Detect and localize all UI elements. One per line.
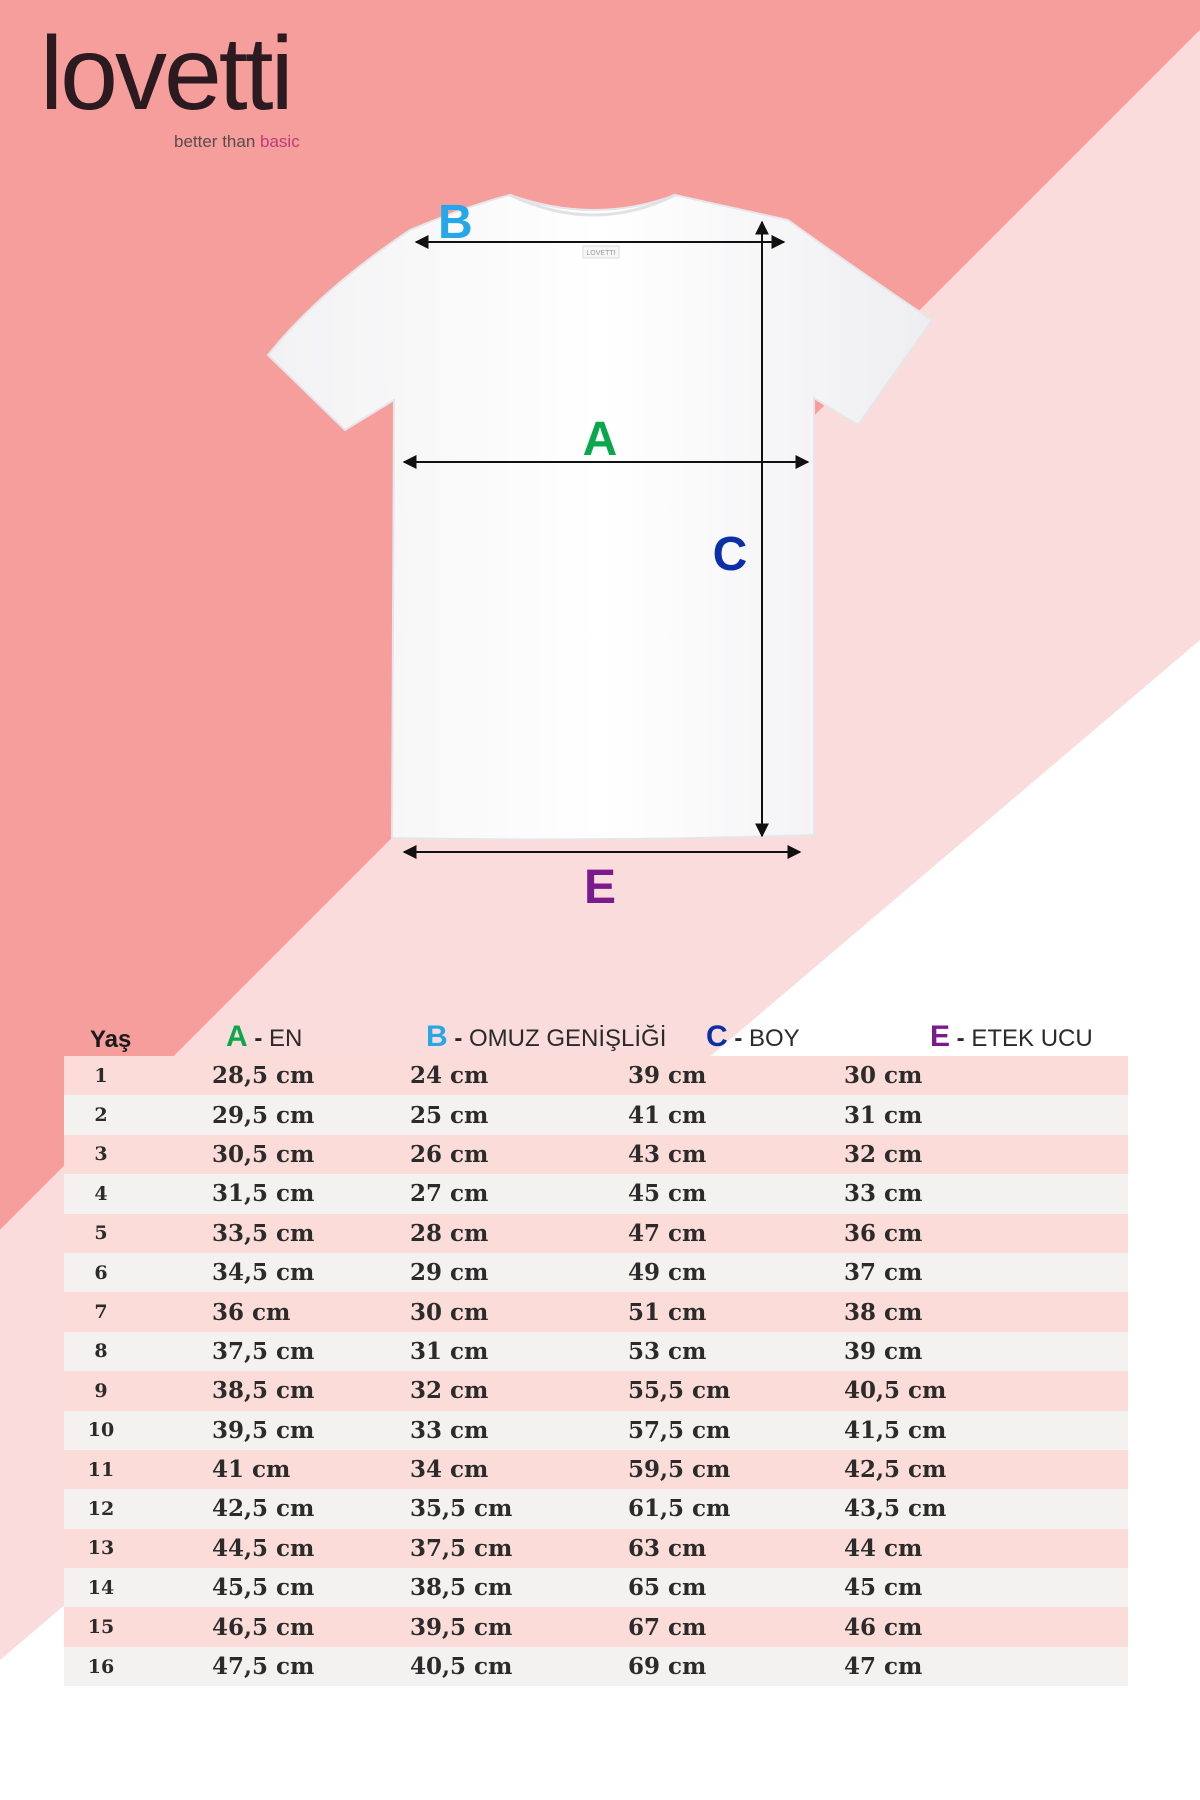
cell-boy: 67 cm (628, 1613, 707, 1641)
cell-en: 34,5 cm (212, 1259, 315, 1287)
table-row (64, 1056, 1128, 1095)
cell-boy: 61,5 cm (628, 1495, 731, 1523)
cell-etek-ucu: 45 cm (844, 1574, 923, 1602)
cell-boy: 55,5 cm (628, 1377, 731, 1405)
cell-en: 42,5 cm (212, 1495, 315, 1523)
tagline-prefix: better than (174, 132, 261, 151)
cell-boy: 39 cm (628, 1062, 707, 1090)
header-b-dash: - (447, 1025, 469, 1052)
cell-boy: 63 cm (628, 1534, 707, 1562)
cell-en: 28,5 cm (212, 1062, 315, 1090)
cell-omuz-genisligi: 40,5 cm (410, 1653, 513, 1681)
cell-omuz-genisligi: 31 cm (410, 1337, 489, 1365)
cell-age: 14 (87, 1576, 115, 1599)
cell-etek-ucu: 30 cm (844, 1062, 923, 1090)
header-a-text: EN (269, 1025, 303, 1052)
cell-en: 46,5 cm (212, 1613, 315, 1641)
header-a-dash: - (247, 1025, 269, 1052)
cell-en: 29,5 cm (212, 1101, 315, 1129)
cell-omuz-genisligi: 24 cm (410, 1062, 489, 1090)
cell-en: 33,5 cm (212, 1219, 315, 1247)
cell-boy: 59,5 cm (628, 1456, 731, 1484)
table-body (64, 1056, 1128, 1686)
cell-omuz-genisligi: 30 cm (410, 1298, 489, 1326)
measure-b-label: B (438, 196, 473, 249)
cell-age: 9 (94, 1379, 108, 1402)
header-c-text: BOY (749, 1025, 800, 1052)
cell-en: 31,5 cm (212, 1180, 315, 1208)
cell-age: 3 (94, 1143, 108, 1166)
cell-age: 7 (94, 1301, 108, 1324)
brand-wordmark: lovetti (40, 16, 291, 132)
cell-etek-ucu: 39 cm (844, 1337, 923, 1365)
brand-tagline (174, 132, 300, 152)
cell-omuz-genisligi: 33 cm (410, 1416, 489, 1444)
cell-omuz-genisligi: 38,5 cm (410, 1574, 513, 1602)
cell-boy: 41 cm (628, 1101, 707, 1129)
header-e (916, 1020, 1128, 1054)
cell-en: 38,5 cm (212, 1377, 315, 1405)
cell-omuz-genisligi: 32 cm (410, 1377, 489, 1405)
cell-age: 11 (87, 1458, 115, 1481)
table-row (64, 1568, 1128, 1607)
cell-age: 16 (87, 1655, 115, 1678)
cell-omuz-genisligi: 25 cm (410, 1101, 489, 1129)
measure-c-label: C (712, 528, 748, 581)
cell-etek-ucu: 32 cm (844, 1140, 923, 1168)
cell-age: 6 (94, 1261, 108, 1284)
cell-age: 5 (94, 1222, 108, 1245)
cell-age: 13 (87, 1537, 115, 1560)
cell-age: 2 (94, 1104, 108, 1127)
cell-etek-ucu: 36 cm (844, 1219, 923, 1247)
cell-age: 15 (87, 1616, 115, 1639)
cell-omuz-genisligi: 34 cm (410, 1456, 489, 1484)
table-row (64, 1332, 1128, 1371)
cell-age: 4 (94, 1182, 108, 1205)
header-b-letter: B (426, 1020, 448, 1053)
header-e-text: ETEK UCU (971, 1025, 1093, 1052)
header-b-text: OMUZ GENİŞLİĞİ (469, 1025, 667, 1052)
header-e-letter: E (930, 1020, 951, 1053)
cell-boy: 43 cm (628, 1140, 707, 1168)
table-row (64, 1489, 1128, 1528)
cell-omuz-genisligi: 28 cm (410, 1219, 489, 1247)
table-row (64, 1135, 1128, 1174)
cell-en: 39,5 cm (212, 1416, 315, 1444)
header-c (646, 1020, 916, 1054)
cell-age: 12 (87, 1497, 115, 1520)
measure-a-label: A (582, 413, 618, 466)
cell-omuz-genisligi: 39,5 cm (410, 1613, 513, 1641)
header-a-letter: A (226, 1020, 248, 1053)
cell-boy: 65 cm (628, 1574, 707, 1602)
header-age: Yaş (90, 1026, 132, 1053)
cell-en: 44,5 cm (212, 1534, 315, 1562)
cell-boy: 51 cm (628, 1298, 707, 1326)
table-row (64, 1371, 1128, 1410)
table-row (64, 1214, 1128, 1253)
cell-omuz-genisligi: 29 cm (410, 1259, 489, 1287)
cell-omuz-genisligi: 37,5 cm (410, 1534, 513, 1562)
cell-etek-ucu: 40,5 cm (844, 1377, 947, 1405)
table-row (64, 1450, 1128, 1489)
collar-tag-text: LOVETTI (586, 250, 616, 257)
cell-etek-ucu: 38 cm (844, 1298, 923, 1326)
cell-en: 45,5 cm (212, 1574, 315, 1602)
cell-omuz-genisligi: 35,5 cm (410, 1495, 513, 1523)
cell-en: 47,5 cm (212, 1653, 315, 1681)
measure-e-label: E (583, 861, 617, 914)
table-row (64, 1607, 1128, 1646)
table-row (64, 1174, 1128, 1213)
cell-age: 8 (94, 1340, 108, 1363)
tshirt-image (268, 195, 932, 839)
cell-en: 36 cm (212, 1298, 291, 1326)
cell-etek-ucu: 47 cm (844, 1653, 923, 1681)
cell-boy: 69 cm (628, 1653, 707, 1681)
cell-boy: 57,5 cm (628, 1416, 731, 1444)
cell-etek-ucu: 42,5 cm (844, 1456, 947, 1484)
cell-omuz-genisligi: 27 cm (410, 1180, 489, 1208)
cell-etek-ucu: 44 cm (844, 1534, 923, 1562)
table-row (64, 1647, 1128, 1686)
cell-etek-ucu: 41,5 cm (844, 1416, 947, 1444)
cell-boy: 49 cm (628, 1259, 707, 1287)
cell-en: 37,5 cm (212, 1337, 315, 1365)
cell-boy: 45 cm (628, 1180, 707, 1208)
table-header-row (64, 1010, 1128, 1056)
tagline-highlight: basic (260, 132, 300, 151)
cell-etek-ucu: 46 cm (844, 1613, 923, 1641)
table-row (64, 1095, 1128, 1134)
cell-age: 10 (87, 1419, 115, 1442)
cell-etek-ucu: 43,5 cm (844, 1495, 947, 1523)
table-row (64, 1253, 1128, 1292)
cell-etek-ucu: 31 cm (844, 1101, 923, 1129)
cell-boy: 47 cm (628, 1219, 707, 1247)
cell-boy: 53 cm (628, 1337, 707, 1365)
table-row (64, 1292, 1128, 1331)
size-table (64, 1010, 1128, 1686)
header-e-dash: - (950, 1025, 972, 1052)
cell-en: 30,5 cm (212, 1140, 315, 1168)
cell-age: 1 (94, 1064, 108, 1087)
header-c-letter: C (706, 1020, 728, 1053)
header-c-dash: - (727, 1025, 749, 1052)
cell-omuz-genisligi: 26 cm (410, 1140, 489, 1168)
header-a (226, 1020, 426, 1054)
table-row (64, 1529, 1128, 1568)
cell-en: 41 cm (212, 1456, 291, 1484)
cell-etek-ucu: 33 cm (844, 1180, 923, 1208)
header-b (426, 1020, 667, 1054)
table-row (64, 1411, 1128, 1450)
brand-logo (40, 16, 330, 160)
cell-etek-ucu: 37 cm (844, 1259, 923, 1287)
